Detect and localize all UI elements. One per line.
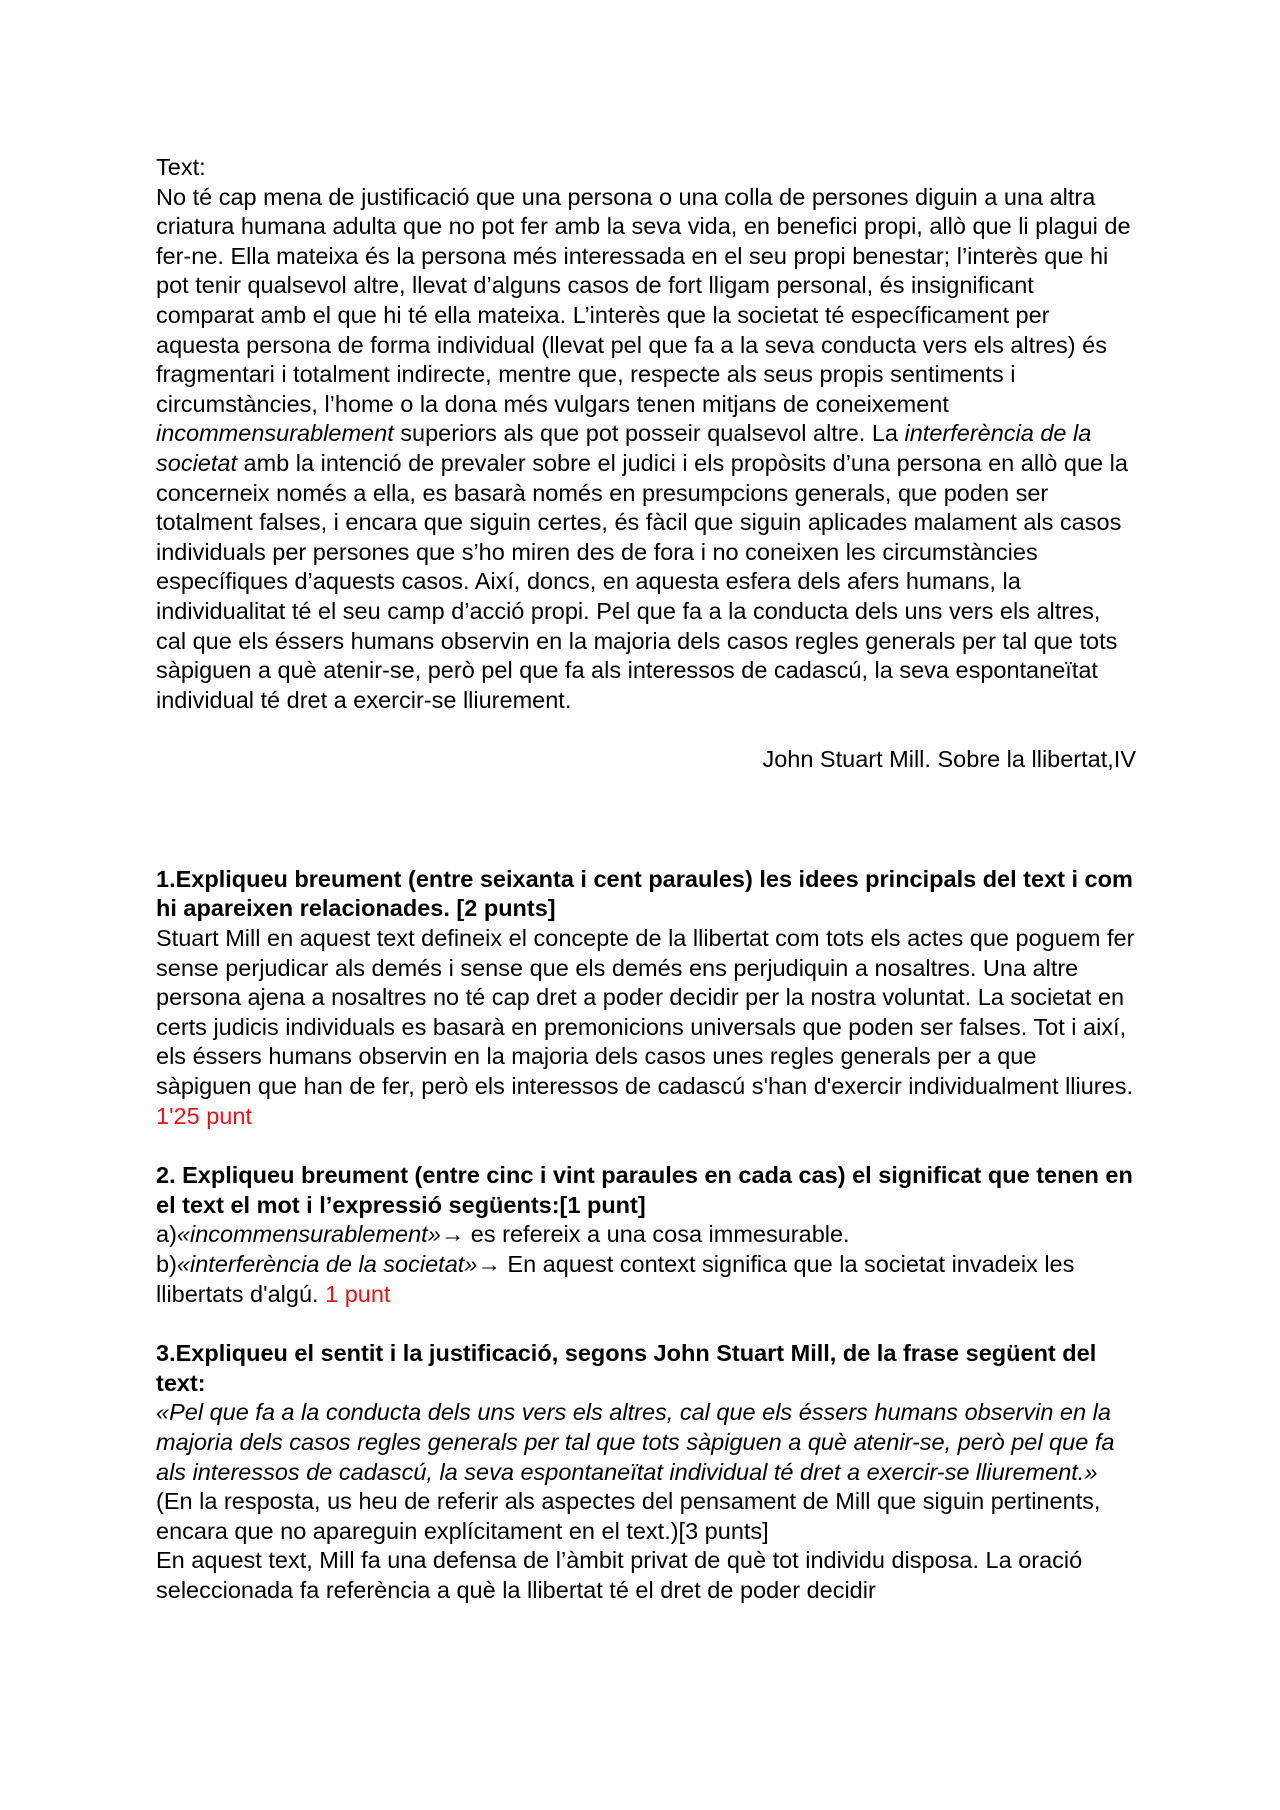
question-3-instructions: (En la resposta, us heu de referir als aspectes del pensament de Mill que siguin pertinents, encara que no apareguin explícitament en el text.)[3 punts] [156,1488,1101,1544]
question-2-answer-b [156,1250,1136,1309]
term-b: «interferència de la societat» [176,1251,478,1277]
passage [156,183,1136,716]
grade-1: 1'25 punt [156,1102,252,1129]
question-1-title: 1.Expliqueu breument (entre seixanta i cent paraules) les idees principals del text i com hi apareixen relacionades. [2 punts] [156,865,1133,922]
answer-1-text: Stuart Mill en aquest text defineix el concepte de la llibertat com tots els actes que poguem fer sense perjudicar als demés i sense que els demés ens perjudiquin a nosaltres. Una altre persona ajena a nosaltres no té cap dret a poder decidir per la nostra voluntat. La societat en certs judicis individuals es basarà en premonicions universals que poden ser falses. Tot i així, els éssers humans observin en la majoria dels casos unes regles generals per a que sàpiguen que han de fer, però els interessos de cadascú s'han d'exercir individualment lliures. [156,925,1135,1100]
passage-part-1: No té cap mena de justificació que una persona o una colla de persones diguin a una altra criatura humana adulta que no pot fer amb la seva vida, en benefici propi, allò que li plagui de fer-ne. Ella mateixa és la persona més interessada en el seu propi benestar; l’interès que hi pot tenir qualsevol altre, llevat d’alguns casos de fort lligam personal, és insignificant comparat amb el que hi té ella mateixa. L’interès que la societat té específicament per aquesta persona de forma individual (llevat pel que fa a la seva conducta vers els altres) és fragmentari i totalment indirecte, mentre que, respecte als seus propis sentiments i circumstàncies, l’home o la dona més vulgars tenen mitjans de coneixement [156,183,1131,417]
grade-2: 1 punt [325,1280,391,1307]
question-2-title: 2. Expliqueu breument (entre cinc i vint paraules en cada cas) el significat que tenen en el text el mot i l’expressió següents:[1 punt] [156,1162,1133,1218]
label-a: a) [156,1221,177,1248]
quote-text: «Pel que fa a la conducta dels uns vers els altres, cal que els éssers humans observin en la majoria dels casos regles generals per tal que tots sàpiguen a què atenir-se, però pel que fa als interessos de cadascú, la seva espontaneïtat individual té dret a exercir-se lliurement.» [156,1399,1115,1485]
answer-a: → es refereix a una cosa immesurable. [440,1221,850,1248]
question-3-quote [156,1398,1136,1487]
question-3-title: 3.Expliqueu el sentit i la justificació, segons John Stuart Mill, de la frase següent del text: [156,1340,1097,1396]
question-1-answer [156,924,1136,1131]
passage-part-2: superiors als que pot posseir qualsevol altre. La [393,420,905,447]
passage-term-1: incommensurablement [156,420,394,447]
text-heading: Text: [156,154,206,180]
passage-term-2: interferència de la societat [156,420,1092,476]
question-3-answer: En aquest text, Mill fa una defensa de l’àmbit privat de què tot individu disposa. La oració seleccionada fa referència a què la llibertat té el dret de poder decidir [156,1547,1083,1603]
term-a: «incommensurablement» [176,1221,441,1248]
passage-part-3: amb la intenció de prevaler sobre el judici i els propòsits d’una persona en allò que la concerneix només a ella, es basarà només en presumpcions generals, que poden ser totalment falses, i encara que siguin certes, és fàcil que siguin aplicades malament als casos individuals per persones que s’ho miren des de fora i no coneixen les circumstàncies específiques d’aquests casos. Així, doncs, en aquesta esfera dels afers humans, la individualitat té el seu camp d’acció propi. Pel que fa a la conducta dels uns vers els altres, cal que els éssers humans observin en la majoria dels casos regles generals per tal que tots sàpiguen a què atenir-se, però pel que fa als interessos de cadascú, la seva espontaneïtat individual té dret a exercir-se lliurement. [156,449,1128,713]
answer-b: → En aquest context significa que la societat invadeix les llibertats d'algú. [156,1251,1075,1307]
question-2-answer-a [156,1220,1136,1250]
document-page [156,153,1136,1606]
label-b: b) [156,1251,177,1277]
signature: John Stuart Mill. Sobre la llibertat,IV [762,746,1136,773]
